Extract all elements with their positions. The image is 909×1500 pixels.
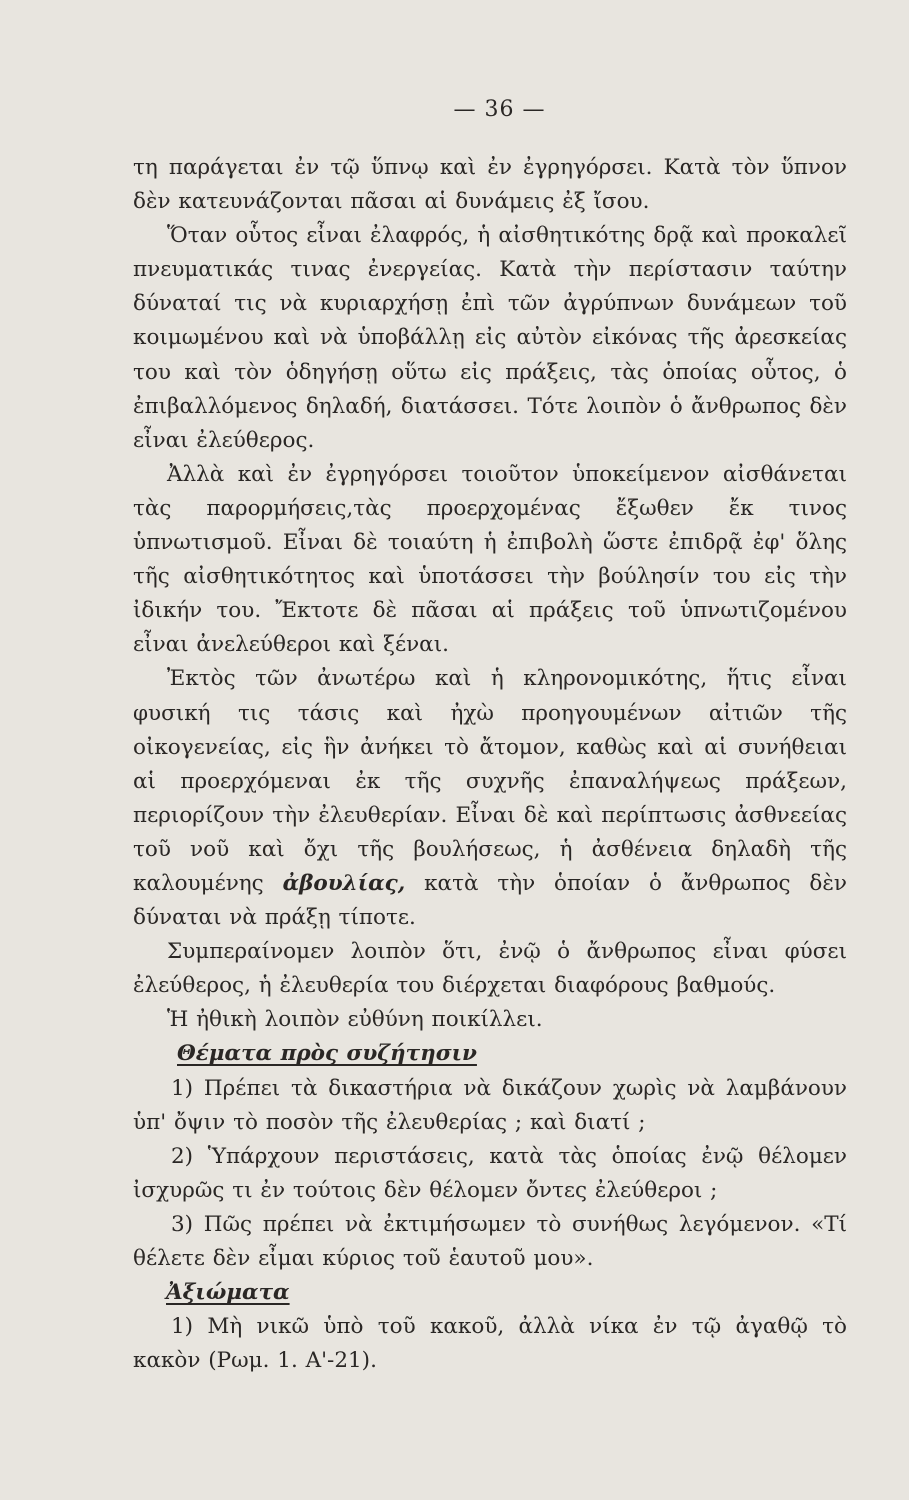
discussion-heading: Θέματα πρὸς συζήτησιν [177,1041,477,1067]
paragraph-5: Συμπεραίνομεν λοιπὸν ὅτι, ἐνῷ ὁ ἄνθρωπος εἶναι φύσει ἐλεύθερος, ἡ ἐλευθερία του διέρχεται διαφόρους βαθμούς. [133,939,847,999]
paragraph-4-text-end: κατὰ τὴν ὁποίαν ὁ ἄνθρωπος δὲν δύναται νὰ πράξῃ τίποτε. [133,870,847,931]
axiom-1: 1) Μὴ νικῶ ὑπὸ τοῦ κακοῦ, ἀλλὰ νίκα ἐν τῷ ἀγαθῷ τὸ κακὸν (Ρωμ. 1. Α'-21). [133,1314,847,1374]
page-number: — 36 — [453,97,546,122]
paragraph-1: τη παράγεται ἐν τῷ ὕπνῳ καὶ ἐν ἐγρηγόρσει. Κατὰ τὸν ὕπνον δὲν κατευνάζονται πᾶσαι αἱ δυνάμεις ἐξ ἴσου. [133,155,847,215]
axioms-heading: Ἀξιώματα [166,1280,290,1306]
page-body [133,151,847,1378]
paragraph-4-text-start: Ἐκτὸς τῶν ἀνωτέρω καὶ ἡ κληρονομικότης, ἥτις εἶναι φυσική τις τάσις καὶ ἠχὼ προηγουμένων αἰτιῶν τῆς οἰκογενείας, εἰς ἣν ἀνήκει τὸ ἄτομον, καθὼς καὶ αἱ συνήθειαι αἱ προερχόμεναι ἐκ τῆς συχνῆς ἐπαναλήψεως πράξεων, περιορίζουν τὴν ἐλευθερίαν. Εἶναι δὲ καὶ περίπτωσις ἀσθνεείας τοῦ νοῦ καὶ ὄχι τῆς βουλήσεως, ἡ ἀσθένεια δηλαδὴ τῆς καλουμένης [133,666,847,896]
discussion-question-1: 1) Πρέπει τὰ δικαστήρια νὰ δικάζουν χωρὶς νὰ λαμβάνουν ὑπ' ὄψιν τὸ ποσὸν τῆς ἐλευθερίας ; καὶ διατί ; [133,1075,847,1135]
paragraph-6: Ἡ ἠθικὴ λοιπὸν εὐθύνη ποικίλλει. [167,1007,543,1033]
emphasized-term: ἀβουλίας, [282,870,406,896]
paragraph-2: Ὅταν οὗτος εἶναι ἐλαφρός, ἡ αἰσθητικότης δρᾷ καὶ προκαλεῖ πνευματικάς τινας ἐνεργείας. Κατὰ τὴν περίστασιν ταύτην δύναταί τις νὰ κυριαρχήσῃ ἐπὶ τῶν ἀγρύπνων δυνάμεων τοῦ κοιμωμένου καὶ νὰ ὑποβάλλῃ εἰς αὐτὸν εἰκόνας τῆς ἀρεσκείας του καὶ τὸν ὁδηγήσῃ οὕτω εἰς πράξεις, τὰς ὁποίας οὗτος, ὁ ἐπιβαλλόμενος δηλαδή, διατάσσει. Τότε λοιπὸν ὁ ἄνθρωπος δὲν εἶναι ἐλεύθερος. [133,223,847,453]
paragraph-3: Ἀλλὰ καὶ ἐν ἐγρηγόρσει τοιοῦτον ὑποκείμενον αἰσθάνεται τὰς παρορμήσεις,τὰς προερχομένας ἔξωθεν ἔκ τινος ὑπνωτισμοῦ. Εἶναι δὲ τοιαύτη ἡ ἐπιβολὴ ὥστε ἐπιδρᾷ ἐφ' ὅλης τῆς αἰσθητικότητος καὶ ὑποτάσσει τὴν βούλησίν του εἰς τὴν ἰδικήν του. Ἔκτοτε δὲ πᾶσαι αἱ πράξεις τοῦ ὑπνωτιζομένου εἶναι ἀνελεύθεροι καὶ ξέναι. [133,461,847,658]
discussion-question-2: 2) Ὑπάρχουν περιστάσεις, κατὰ τὰς ὁποίας ἐνῷ θέλομεν ἰσχυρῶς τι ἐν τούτοις δὲν θέλομεν ὄντες ἐλεύθεροι ; [133,1143,847,1203]
discussion-question-3: 3) Πῶς πρέπει νὰ ἐκτιμήσωμεν τὸ συνήθως λεγόμενον. «Τί θέλετε δὲν εἶμαι κύριος τοῦ ἑαυτοῦ μου». [133,1211,847,1271]
paragraph-4 [133,662,847,935]
